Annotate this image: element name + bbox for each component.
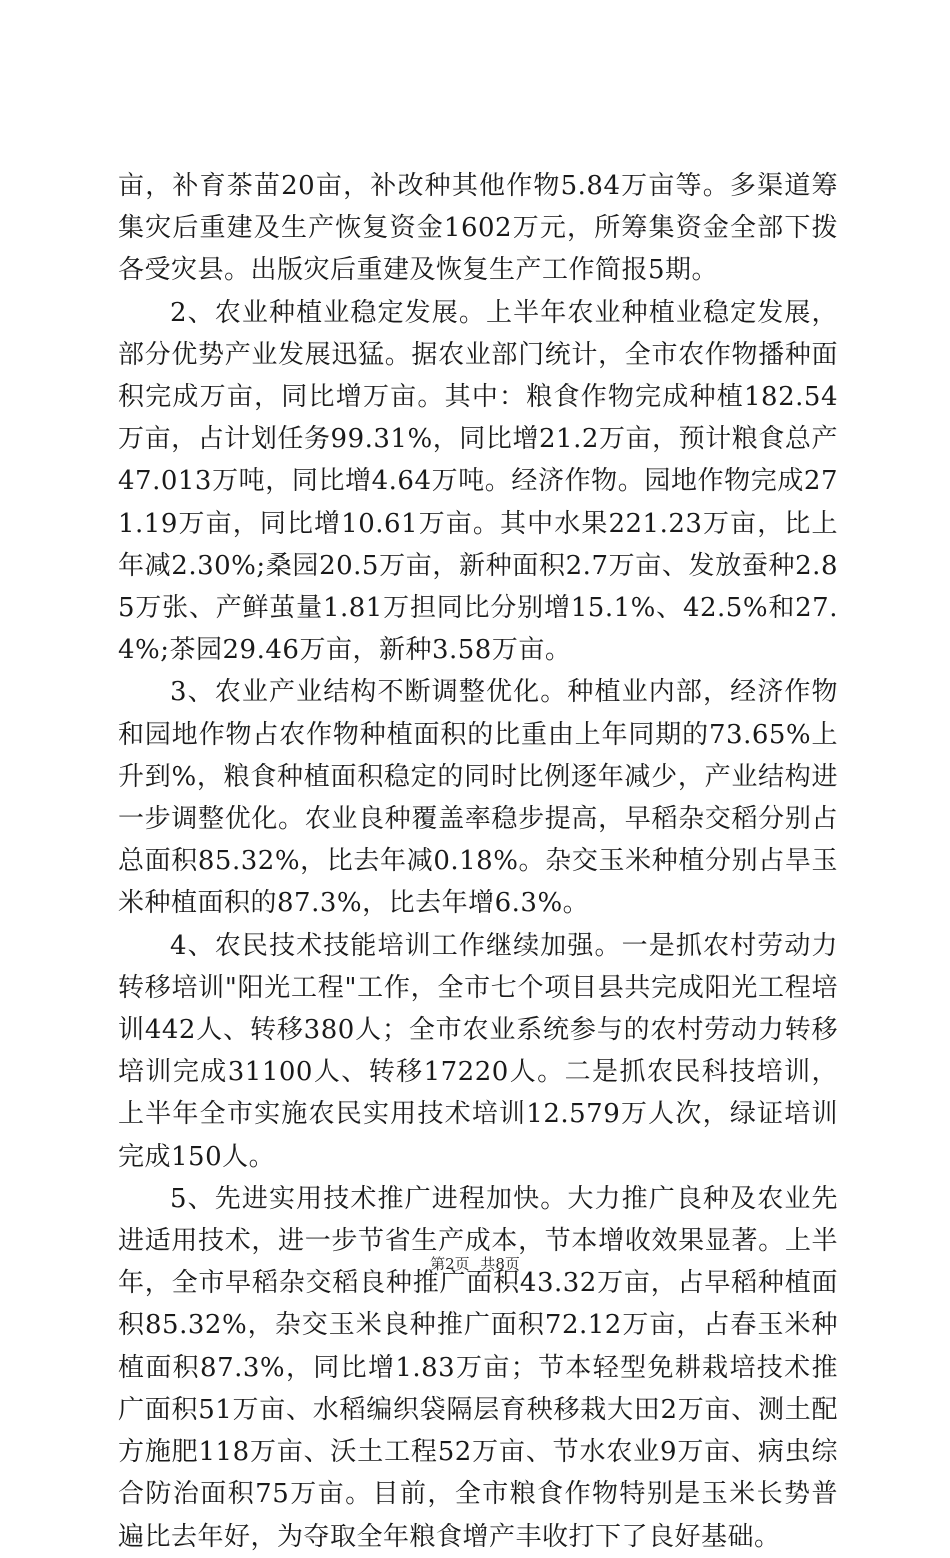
paragraph-farmer-training: 4、农民技术技能培训工作继续加强。一是抓农村劳动力转移培训"阳光工程"工作，全市七个项目县共完成阳光工程培训442人、转移380人；全市农业系统参与的农村劳动力转移培训完成31100人、转移17220人。二是抓农民科技培训，上半年全市实施农民实用技术培训12.579万人次，绿证培训完成150人。 — [118, 930, 838, 1172]
page-footer — [0, 1254, 950, 1274]
document-body — [118, 165, 838, 1558]
page-number: 第2页 — [430, 1255, 470, 1273]
paragraph-planting-development: 2、农业种植业稳定发展。上半年农业种植业稳定发展，部分优势产业发展迅猛。据农业部门统计，全市农作物播种面积完成万亩，同比增万亩。其中：粮食作物完成种植182.54万亩，占计划任务99.31%，同比增21.2万亩，预计粮食总产47.013万吨，同比增4.64万吨。经济作物。园地作物完成271.19万亩，同比增10.61万亩。其中水果221.23万亩，比上年减2.30%;桑园20.5万亩，新种面积2.7万亩、发放蚕种2.85万张、产鲜茧量1.81万担同比分别增15.1%、42.5%和27.4%;茶园29.46万亩，新种3.58万亩。 — [118, 297, 838, 666]
page-total: 共8页 — [480, 1255, 520, 1273]
paragraph-technology-promotion: 5、先进实用技术推广进程加快。大力推广良种及农业先进适用技术，进一步节省生产成本，节本增收效果显著。上半年，全市早稻杂交稻良种推广面积43.32万亩，占早稻种植面积85.32%，杂交玉米良种推广面积72.12万亩，占春玉米种植面积87.3%，同比增1.83万亩；节本轻型免耕栽培技术推广面积51万亩、水稻编织袋隔层育秧移栽大田2万亩、测土配方施肥118万亩、沃土工程52万亩、节水农业9万亩、病虫综合防治面积75万亩。目前，全市粮食作物特别是玉米长势普遍比去年好，为夺取全年粮食增产丰收打下了良好基础。 — [118, 1183, 838, 1552]
paragraph-structure-adjustment: 3、农业产业结构不断调整优化。种植业内部，经济作物和园地作物占农作物种植面积的比重由上年同期的73.65%上升到%，粮食种植面积稳定的同时比例逐年减少，产业结构进一步调整优化。农业良种覆盖率稳步提高，早稻杂交稻分别占总面积85.32%，比去年减0.18%。杂交玉米种植分别占旱玉米种植面积的87.3%，比去年增6.3%。 — [118, 677, 838, 919]
paragraph-continuation: 亩，补育茶苗20亩，补改种其他作物5.84万亩等。多渠道筹集灾后重建及生产恢复资金1602万元，所筹集资金全部下拨各受灾县。出版灾后重建及恢复生产工作简报5期。 — [118, 171, 838, 286]
